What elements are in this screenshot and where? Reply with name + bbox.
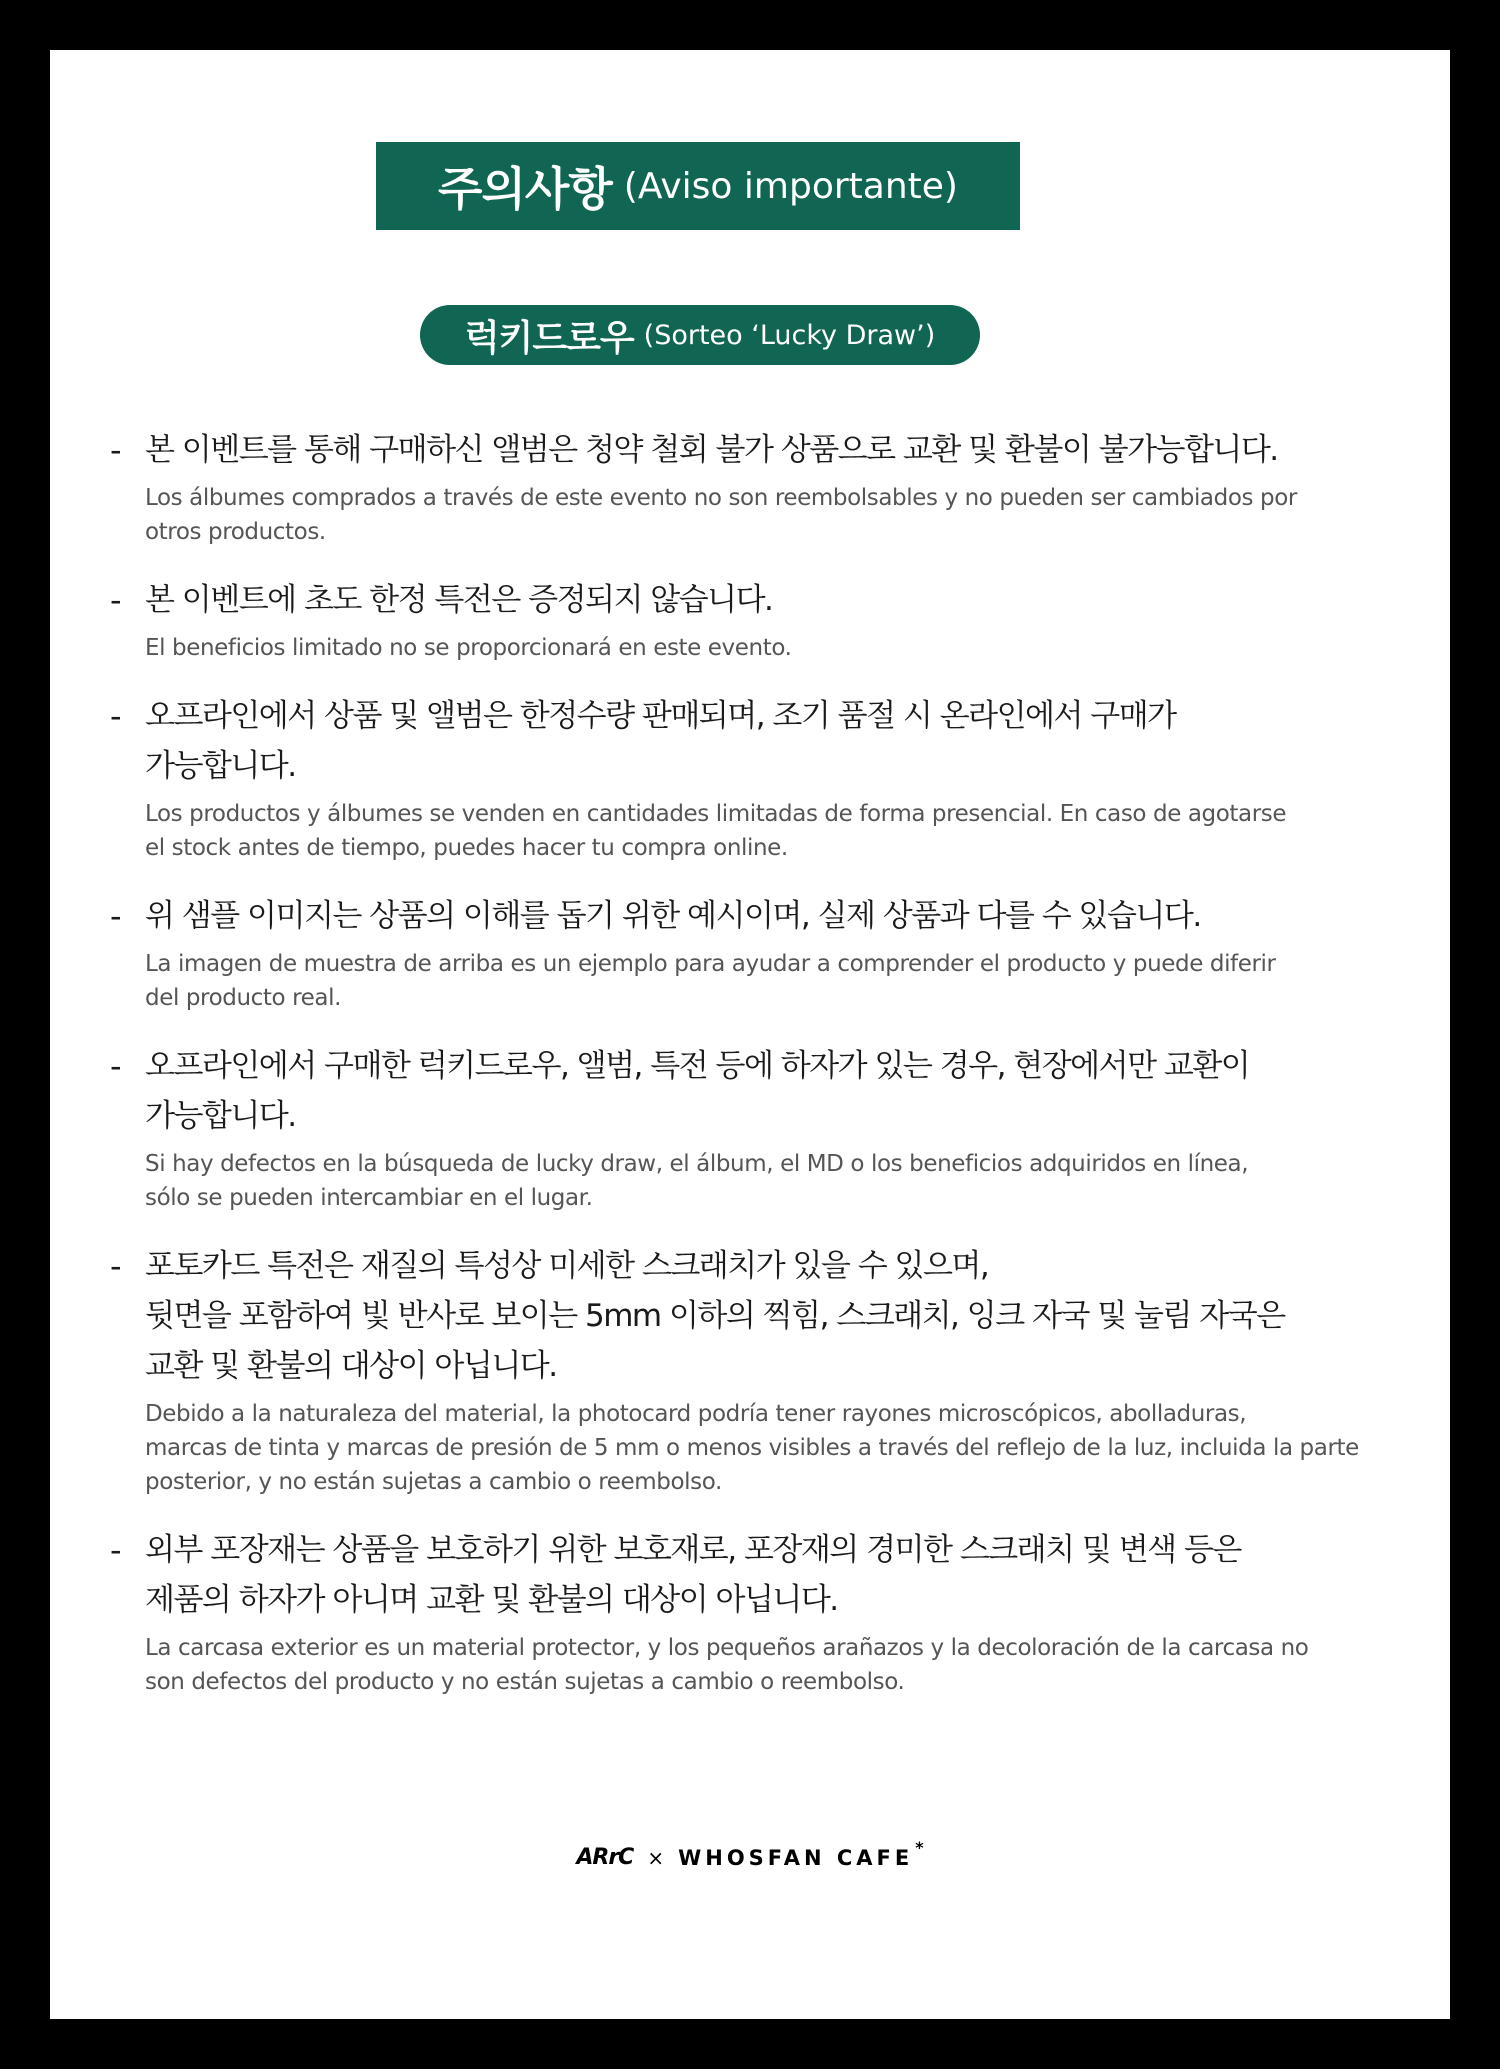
bullet-dash: - [110,897,122,935]
title-banner [376,142,1020,230]
notice-spanish: Debido a la naturaleza del material, la photocard podría tener rayones microscópicos, abolladuras, marcas de tinta y marcas de presión de 5 mm o menos visibles a través del reflejo de la luz, incluida la parte posterior, y no están sujetas a cambio o reembolso. [145,1401,1359,1495]
bullet-dash: - [110,1531,122,1569]
notice-korean: 포토카드 특전은 재질의 특성상 미세한 스크래치가 있을 수 있으며, 뒷면을 포함하여 빛 반사로 보이는 5mm 이하의 찍힘, 스크래치, 잉크 자국 및 눌림 자국은 교환 및 환불의 대상이 아닙니다. [145,1248,1285,1384]
notice-korean: 본 이벤트를 통해 구매하신 앨범은 청약 철회 불가 상품으로 교환 및 환불이 불가능합니다. [145,432,1278,468]
notice-spanish: El beneficios limitado no se proporcionará en este evento. [145,635,792,661]
lucky-draw-badge [420,305,980,365]
notice-spanish: La imagen de muestra de arriba es un ejemplo para ayudar a comprender el producto y puede diferir del producto real. [145,951,1276,1011]
logo-separator: × [647,1845,665,1870]
notice-item [110,1041,1360,1215]
bullet-dash: - [110,431,122,469]
notice-spanish: La carcasa exterior es un material protector, y los pequeños arañazos y la decoloración de la carcasa no son defectos del producto y no están sujetas a cambio o reembolso. [145,1635,1309,1695]
partner-logo [0,1838,1500,1870]
bullet-dash: - [110,1247,122,1285]
bullet-dash: - [110,581,122,619]
notice-item [110,425,1360,549]
notice-korean: 본 이벤트에 초도 한정 특전은 증정되지 않습니다. [145,582,773,618]
notice-spanish: Los productos y álbumes se venden en cantidades limitadas de forma presencial. En caso de agotarse el stock antes de tiempo, puedes hacer tu compra online. [145,801,1287,861]
notice-item [110,1525,1360,1699]
notice-korean: 오프라인에서 구매한 럭키드로우, 앨범, 특전 등에 하자가 있는 경우, 현장에서만 교환이 가능합니다. [145,1048,1250,1134]
notice-item [110,1241,1360,1499]
subtitle-spanish: (Sorteo ‘Lucky Draw’) [643,319,936,351]
notice-item [110,575,1360,665]
arrc-logo: ARrC [576,1845,634,1870]
notice-list [110,425,1360,1725]
notice-item [110,891,1360,1015]
notice-spanish: Los álbumes comprados a través de este evento no son reembolsables y no pueden ser cambiados por otros productos. [145,485,1297,545]
bullet-dash: - [110,1047,122,1085]
notice-korean: 외부 포장재는 상품을 보호하기 위한 보호재로, 포장재의 경미한 스크래치 및 변색 등은 제품의 하자가 아니며 교환 및 환불의 대상이 아닙니다. [145,1532,1241,1618]
bullet-dash: - [110,697,122,735]
title-korean: 주의사항 [438,162,612,216]
title-spanish: (Aviso importante) [623,165,958,207]
subtitle-korean: 럭키드로우 [464,317,634,359]
notice-spanish: Si hay defectos en la búsqueda de lucky draw, el álbum, el MD o los beneficios adquiridos en línea, sólo se pueden intercambiar en el lugar. [145,1151,1249,1211]
star-mark-icon: * [915,1838,924,1857]
notice-korean: 오프라인에서 상품 및 앨범은 한정수량 판매되며, 조기 품절 시 온라인에서 구매가 가능합니다. [145,698,1176,784]
whosfan-cafe-logo: WHOSFAN CAFE [678,1845,914,1870]
notice-korean: 위 샘플 이미지는 상품의 이해를 돕기 위한 예시이며, 실제 상품과 다를 수 있습니다. [145,898,1201,934]
notice-item [110,691,1360,865]
